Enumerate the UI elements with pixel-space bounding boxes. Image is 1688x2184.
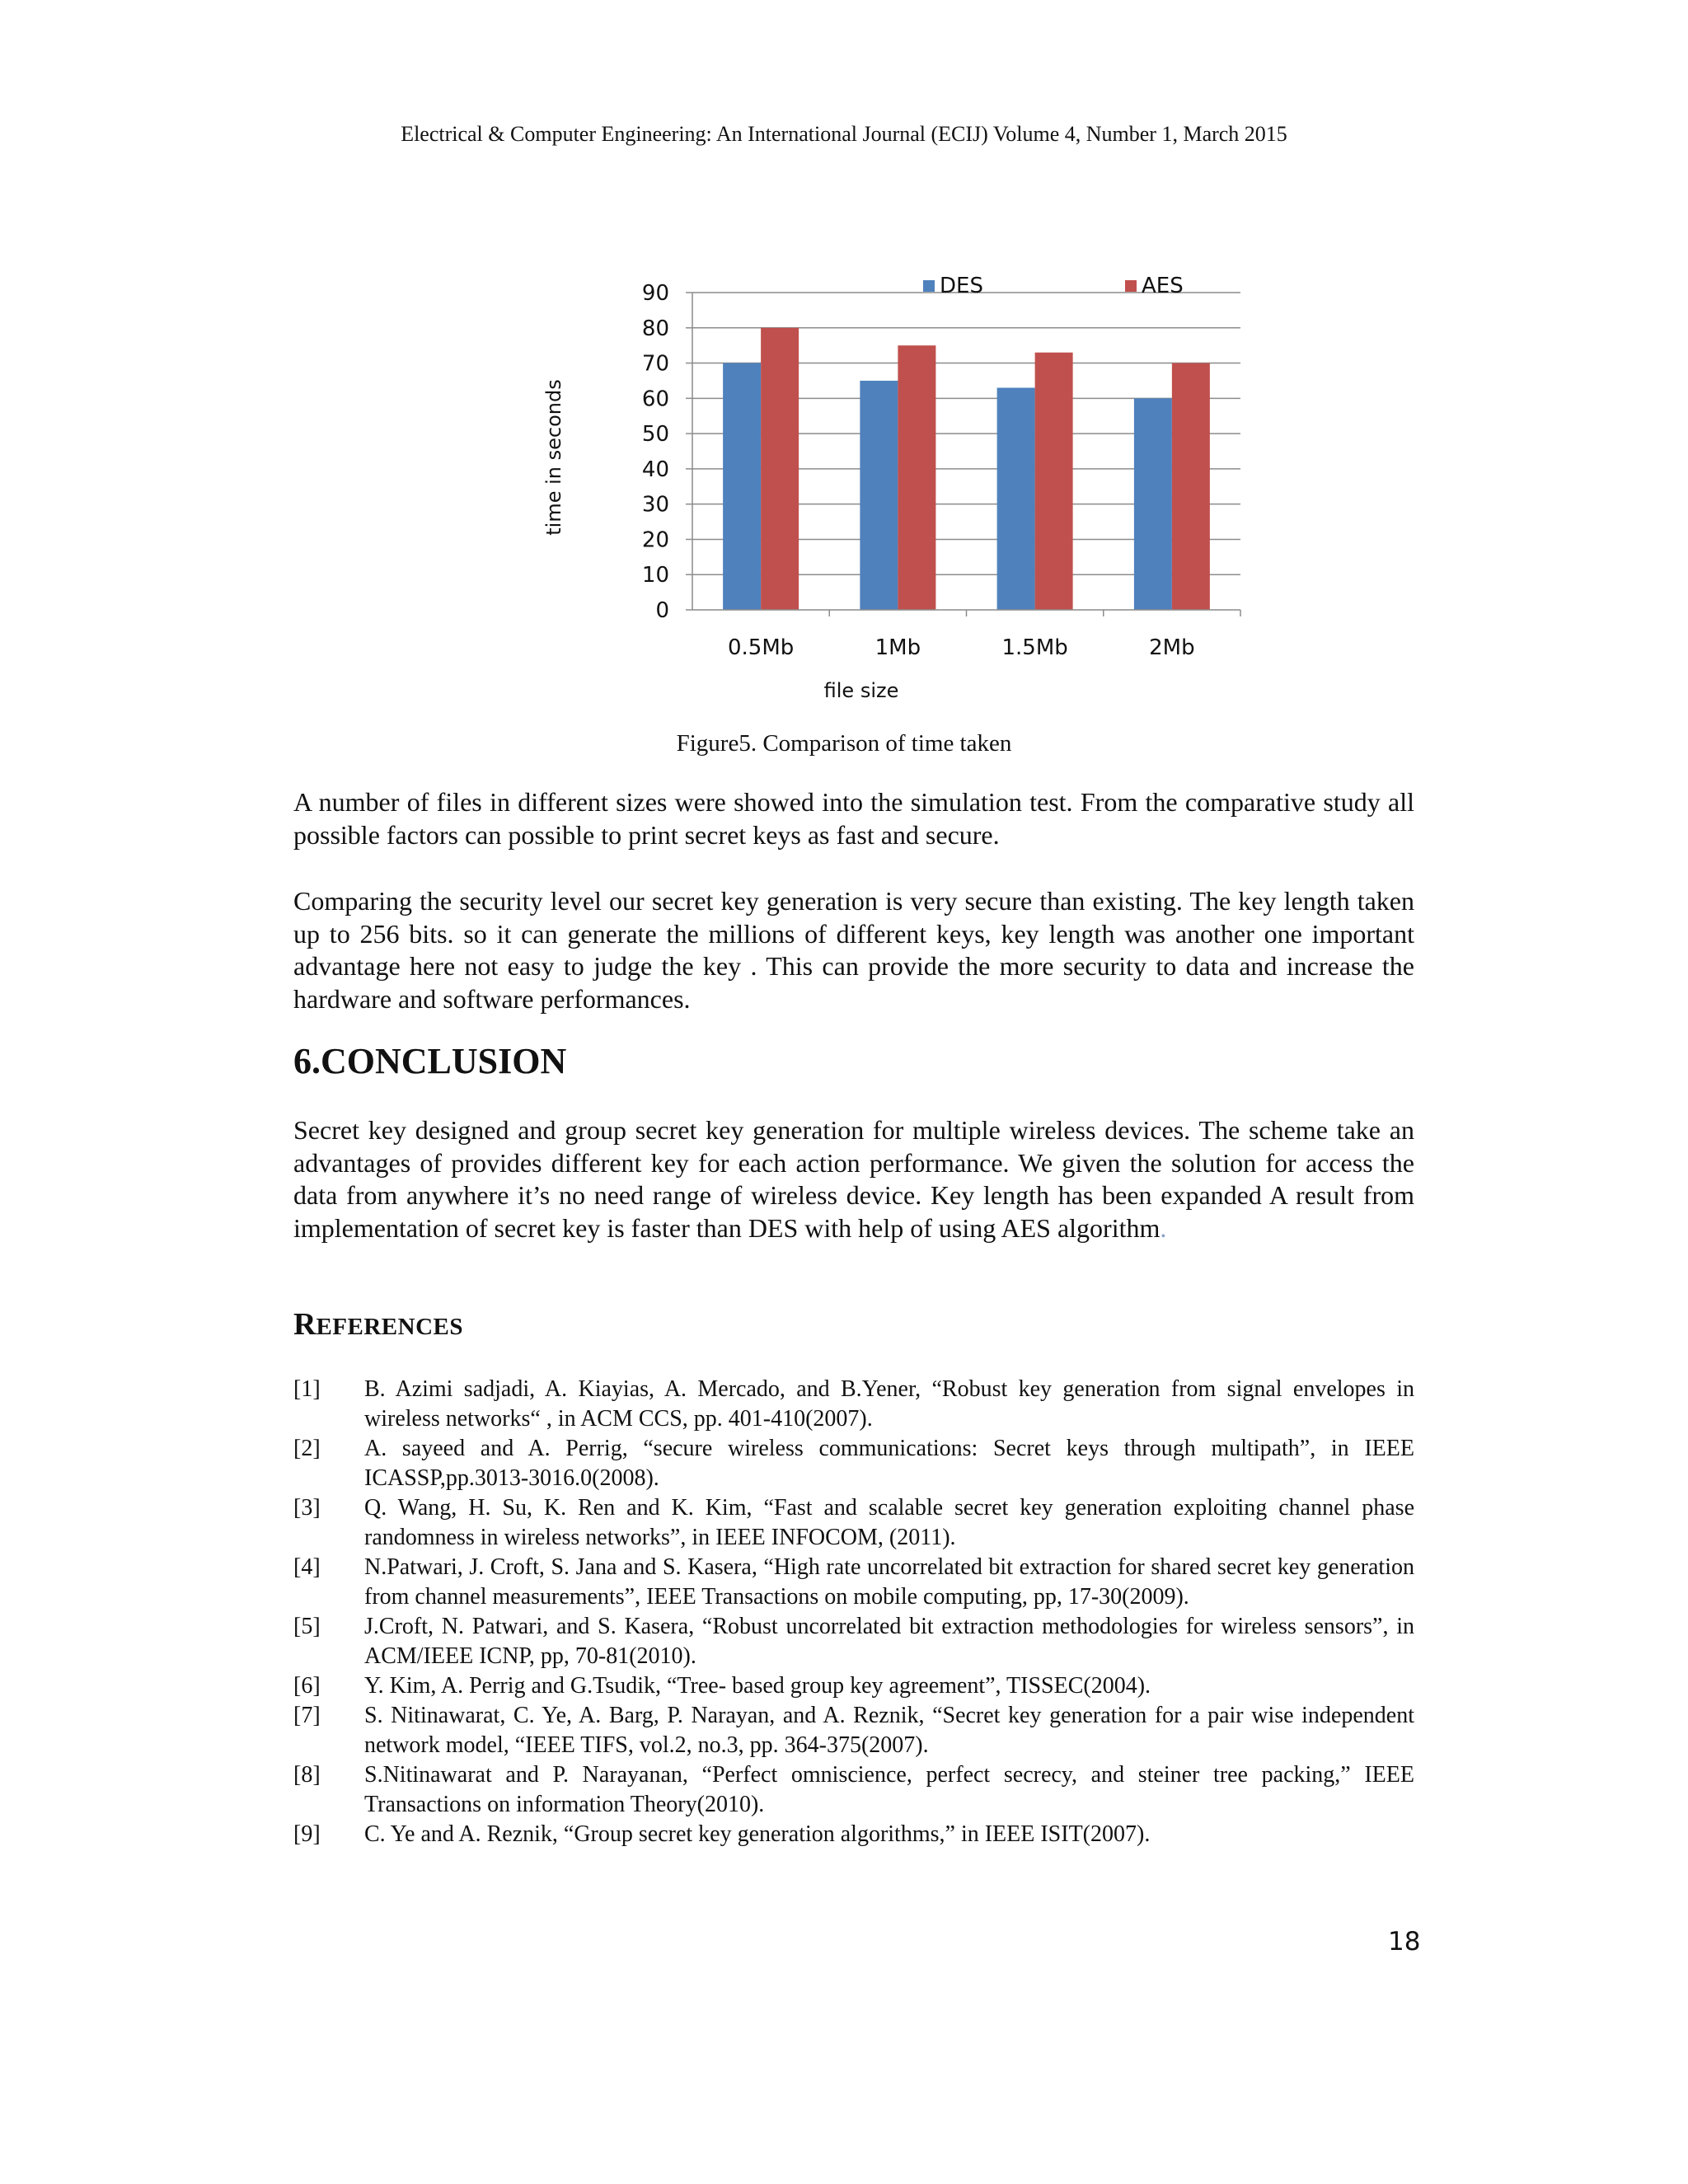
chart-svg [511,264,1253,709]
y-tick-label: 20 [641,527,669,553]
reference-text: S.Nitinawarat and P. Narayanan, “Perfect omniscience, perfect secrecy, and steiner tree packing,” IEEE Transactions on information Theory(2010). [364,1762,1414,1817]
time-comparison-chart [511,264,1253,709]
conclusion-period: . [1160,1212,1167,1243]
reference-item [293,1820,1414,1849]
page-number: 18 [1388,1927,1421,1957]
y-tick-label: 70 [641,351,669,377]
reference-number: [6] [293,1673,321,1699]
references-heading-rest: EFERENCES [316,1314,463,1340]
y-tick-label: 60 [641,387,669,412]
bar-des-1-5mb [997,388,1035,611]
reference-number: [9] [293,1821,321,1847]
bar-des-0-5mb [723,363,761,610]
reference-number: [7] [293,1703,321,1728]
reference-number: [8] [293,1762,321,1788]
x-tick-label: 1Mb [874,635,921,660]
bar-des-2mb [1134,398,1172,610]
y-tick-label: 90 [641,281,669,306]
reference-text: B. Azimi sadjadi, A. Kiayias, A. Mercado, and B.Yener, “Robust key generation from signal envelopes in wireless networks“ , in ACM CCS, pp. 401-410(2007). [364,1376,1414,1432]
reference-number: [1] [293,1376,321,1402]
conclusion-text: Secret key designed and group secret key generation for multiple wireless devices. The scheme take an advantages of provides different key for each action performance. We given the solution for access the data from anywhere it’s no need range of wireless device. Key length has been expanded A result from implementation of secret key is faster than DES with help of using AES algorithm [293,1115,1414,1243]
reference-item [293,1612,1414,1671]
y-tick-label: 10 [641,563,669,588]
reference-item [293,1701,1414,1760]
y-tick-label: 0 [655,598,669,623]
reference-item [293,1493,1414,1553]
x-tick-label: 1.5Mb [1001,635,1068,660]
paragraph-security: Comparing the security level our secret key generation is very secure than existing. The key length taken up to 256 bits. so it can generate the millions of different keys, key length was another one important advantage here not easy to judge the key . This can provide the more security to data and increase the hardware and software performances. [293,886,1414,1014]
x-tick-label: 0.5Mb [727,635,795,660]
reference-item [293,1760,1414,1820]
reference-number: [5] [293,1614,321,1639]
bar-aes-2mb [1172,363,1210,610]
legend-label-aes: AES [1142,274,1184,298]
y-tick-label: 30 [641,492,669,518]
reference-text: J.Croft, N. Patwari, and S. Kasera, “Robust uncorrelated bit extraction methodologies for wireless sensors”, in ACM/IEEE ICNP, pp, 70-81(2010). [364,1614,1414,1669]
reference-number: [3] [293,1495,321,1521]
legend-swatch-des [923,280,935,292]
reference-text: Y. Kim, A. Perrig and G.Tsudik, “Tree- based group key agreement”, TISSEC(2004). [364,1673,1151,1699]
paragraph-simulation: A number of files in different sizes were showed into the simulation test. From the comparative study all possible factors can possible to print secret keys as fast and secure. [293,787,1414,850]
reference-text: S. Nitinawarat, C. Ye, A. Barg, P. Narayan, and A. Reznik, “Secret key generation for a pair wise independent network model, “IEEE TIFS, vol.2, no.3, pp. 364-375(2007). [364,1703,1414,1758]
reference-number: [2] [293,1436,321,1461]
reference-list [293,1375,1414,1849]
x-tick-label: 2Mb [1149,635,1195,660]
references-heading-initial: R [293,1307,316,1342]
figure-caption: Figure5. Comparison of time taken [676,730,1012,757]
y-tick-label: 80 [641,316,669,341]
reference-item [293,1434,1414,1493]
legend-label-des: DES [940,274,983,298]
journal-header: Electrical & Computer Engineering: An International Journal (ECIJ) Volume 4, Number 1, March 2015 [401,122,1287,146]
chart-legend [923,274,1184,298]
paragraph-conclusion [293,1114,1414,1244]
bar-aes-0-5mb [761,328,799,610]
reference-text: N.Patwari, J. Croft, S. Jana and S. Kasera, “High rate uncorrelated bit extraction for shared secret key generation from channel measurements”, IEEE Transactions on mobile computing, pp, 17-30(2009). [364,1554,1414,1610]
reference-item [293,1553,1414,1612]
reference-text: C. Ye and A. Reznik, “Group secret key generation algorithms,” in IEEE ISIT(2007). [364,1821,1151,1847]
legend-swatch-aes [1125,280,1137,292]
conclusion-heading: 6.CONCLUSION [293,1041,567,1081]
x-axis-label: file size [823,679,899,702]
bar-aes-1-5mb [1035,353,1073,610]
references-heading [293,1306,463,1343]
bar-des-1mb [860,381,898,610]
reference-text: Q. Wang, H. Su, K. Ren and K. Kim, “Fast and scalable secret key generation exploiting channel phase randomness in wireless networks”, in IEEE INFOCOM, (2011). [364,1495,1414,1550]
bar-aes-1mb [898,345,935,610]
y-axis-label: time in seconds [542,379,565,536]
y-tick-label: 50 [641,422,669,448]
reference-text: A. sayeed and A. Perrig, “secure wireless communications: Secret keys through multipath”, in IEEE ICASSP,pp.3013-3016.0(2008). [364,1436,1414,1491]
y-tick-label: 40 [641,457,669,482]
reference-item [293,1671,1414,1701]
reference-item [293,1375,1414,1434]
reference-number: [4] [293,1554,321,1580]
